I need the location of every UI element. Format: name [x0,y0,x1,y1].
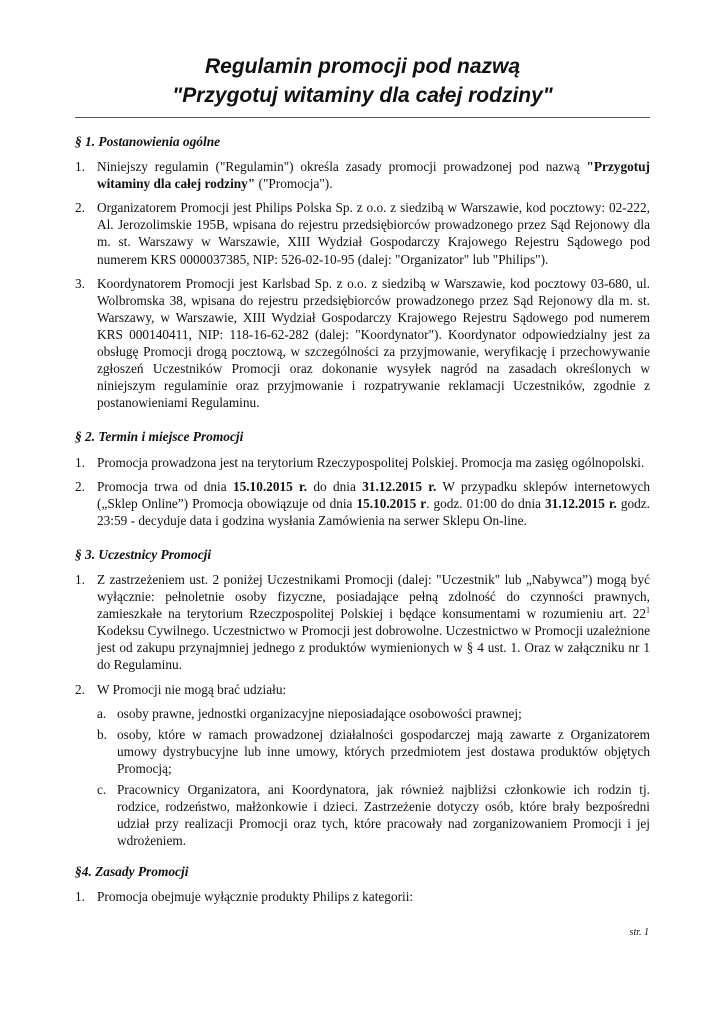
section-3-heading: § 3. Uczestnicy Promocji [75,546,212,562]
text-run: Z zastrzeżeniem ust. 2 poniżej Uczestnikami Promocji (dalej: "Uczestnik" lub „Nabywca”) mogą być wyłącznie: pełnoletnie osoby fizyczne, posiadające pełną zdolność do czynności prawnych, zamieszkałe na terytorium Rzeczpospolitej Polskiej i będące konsumentami w rozumieniu art. 22 [97,571,650,622]
item-number: 1. [75,454,85,470]
sub-item-letter: b. [97,726,107,742]
item-text [97,478,650,529]
title-line-2: "Przygotuj witaminy dla całej rodziny" [172,84,553,107]
document-title [75,52,650,110]
sub-item-letter: a. [97,705,107,721]
text-run: Niniejszy regulamin ("Regulamin") określa zasady promocji prowadzonej pod nazwą [97,159,587,175]
title-divider [75,117,650,118]
item-number: 2. [75,681,85,697]
item-text: Promocja prowadzona jest na terytorium Rzeczypospolitej Polskiej. Promocja ma zasięg ogólnopolski. [97,454,645,470]
text-run: do dnia [307,478,363,494]
section-1-item-2 [75,199,650,267]
text-run: Promocja trwa od dnia [97,478,233,494]
section-1-heading: § 1. Postanowienia ogólne [75,134,221,149]
title-line-1: Regulamin promocji pod nazwą [204,55,521,78]
section-3-item-1 [75,571,650,674]
section-2-item-1 [75,454,650,471]
item-text: W Promocji nie mogą brać udziału: [97,681,287,697]
document-body [75,133,650,913]
item-text [97,158,650,192]
section-3-item-2-c [97,781,650,849]
section-2-heading: § 2. Termin i miejsce Promocji [75,429,244,445]
item-text [97,571,650,674]
start-date: 15.10.2015 r. [232,478,308,494]
text-run: Kodeksu Cywilnego. Uczestnictwo w Promocji jest dobrowolne. Uczestnictwo w Promocji uzależnione jest od zakupu przynajmniej jednego z produktów wymienionych w § 4 ust. 1. Oraz w załączniku nr 1 do Regulaminu. [97,623,650,673]
item-number: 1. [75,889,85,905]
text-run: W przypadku sklepów internetowych („Sklep Online”) Promocja obowiązuje od dnia [97,478,651,511]
superscript: 1 [646,605,650,615]
text-run: godz. 23:59 - decyduje data i godzina wysłania Zamówienia na serwer Sklepu On-line. [97,495,650,528]
item-text: Koordynatorem Promocji jest Karlsbad Sp. z o.o. z siedzibą w Warszawie, kod pocztowy 03-680, ul. Wolbromska 38, wpisana do rejestru przedsiębiorców prowadzonego przez Sąd Rejonowy dla m. st. Warszawy, w Warszawie, XIII Wydział Gospodarczy Krajowego Rejestru Sądowego pod numerem KRS 000140411, NIP: 118-16-62-282 (dalej: "Koordynator"). Koordynator odpowiedzialny jest za obsługę Promocji drogą pocztową, w szczególności za przyjmowanie, weryfikację i przechowywanie zgłoszeń Uczestników Promocji oraz dokonanie wysyłek nagród na zasadach określonych w niniejszym regulaminie oraz przyjmowanie i rozpatrywanie reklamacji Uczestników, zgodnie z postanowieniami Regulaminu. [97,275,650,411]
item-text: Promocja obejmuje wyłącznie produkty Philips z kategorii: [97,889,414,905]
item-number: 2. [75,478,85,494]
sub-item-text: Pracownicy Organizatora, ani Koordynatora, jak również najbliżsi członkowie ich rodzin tj. rodzice, rodzeństwo, małżonkowie i dzieci. Zastrzeżenie dotyczy osób, które brały bezpośredni udział przy realizacji Promocji oraz tych, które pracowały nad zorganizowaniem Promocji i jej wdrożeniem. [117,782,650,849]
text-run: ("Promocja"). [255,176,333,192]
sub-item-letter: c. [97,782,107,797]
section-1-item-3 [75,275,650,412]
section-1-item-1 [75,158,650,192]
item-number: 2. [75,200,85,216]
section-3-item-2-b [97,726,650,777]
text-run: . godz. 01:00 do dnia [426,495,546,511]
section-2-item-2 [75,478,650,529]
section-4-heading: §4. Zasady Promocji [75,864,189,880]
promotion-name: "Przygotuj witaminy dla całej rodziny" [97,159,650,192]
item-number: 3. [75,275,85,291]
item-number: 1. [75,159,85,175]
item-text: Organizatorem Promocji jest Philips Polska Sp. z o.o. z siedzibą w Warszawie, kod pocztowy: 02-222, Al. Jerozolimskie 195B, wpisana do rejestru przedsiębiorców prowadzonego przez Sąd Rejonowy dla m. st. Warszawy w Warszawie, XIII Wydział Gospodarczy Krajowego Rejestru Sądowego pod numerem KRS 0000037385, NIP: 526-02-10-95 (dalej: "Organizator" lub "Philips"). [97,200,650,267]
section-3-item-2 [75,681,650,698]
item-number: 1. [75,571,85,587]
sub-item-text: osoby prawne, jednostki organizacyjne nieposiadające osobowości prawnej; [117,705,522,721]
sub-item-text: osoby, które w ramach prowadzonej działalności gospodarczej mają zawarte z Organizatorem umowy dystrybucyjne lub inne umowy, których przedmiotem jest dostawa produktów objętych Promocją; [117,726,650,776]
section-3-item-2-a [97,705,650,722]
online-end-date: 31.12.2015 r. [545,495,617,511]
online-start-date: 15.10.2015 r [356,495,427,511]
end-date: 31.12.2015 r. [362,478,437,494]
page-number: str. 1 [629,927,649,938]
section-4-item-1 [75,888,650,905]
